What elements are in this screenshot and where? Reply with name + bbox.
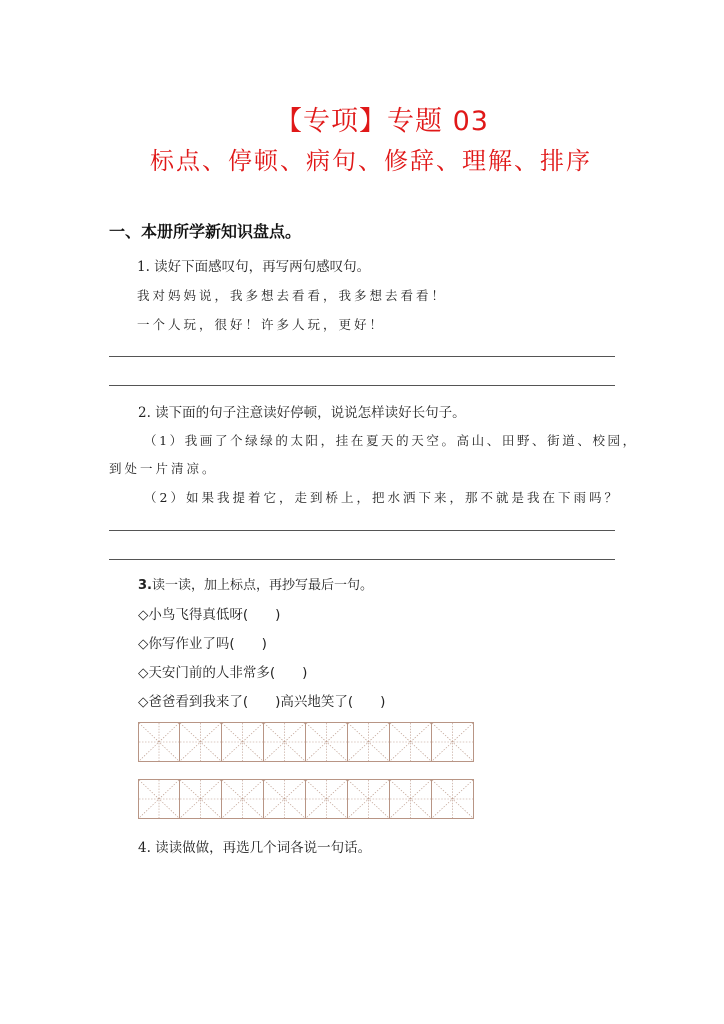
grid-guide-lines (432, 780, 473, 818)
writing-grid-cell[interactable] (390, 722, 432, 762)
question-3-item[interactable]: ◇小鸟飞得真低呀( ) (138, 607, 281, 623)
question-4-prompt: 4. 读读做做，再选几个词各说一句话。 (138, 840, 372, 856)
writing-grid-cell[interactable] (264, 722, 306, 762)
section-heading: 一、本册所学新知识盘点。 (109, 222, 302, 241)
grid-guide-lines (348, 780, 389, 818)
question-1-example-2: 一个人玩，很好！许多人玩，更好！ (137, 317, 386, 332)
answer-line[interactable] (109, 559, 615, 560)
grid-guide-lines (348, 723, 389, 761)
grid-guide-lines (264, 723, 305, 761)
writing-grid-cell[interactable] (138, 722, 180, 762)
grid-guide-lines (139, 780, 179, 818)
writing-grid-cell[interactable] (180, 722, 222, 762)
writing-grid-cell[interactable] (138, 779, 180, 819)
grid-guide-lines (306, 723, 347, 761)
question-2-sentence-1-cont: 到处一片清凉。 (109, 461, 218, 476)
page-title: 【专项】专题 03 (275, 106, 489, 137)
answer-line[interactable] (109, 356, 615, 357)
writing-grid-row-1 (138, 722, 474, 762)
writing-grid-cell[interactable] (264, 779, 306, 819)
grid-guide-lines (222, 780, 263, 818)
question-2-prompt: 2. 读下面的句子注意读好停顿，说说怎样读好长句子。 (138, 405, 466, 421)
grid-guide-lines (139, 723, 179, 761)
question-2-sentence-2: （2）如果我提着它，走到桥上，把水洒下来，那不就是我在下雨吗？ (144, 490, 620, 505)
writing-grid-row-2 (138, 779, 474, 819)
writing-grid-cell[interactable] (432, 722, 474, 762)
question-1-prompt: 1. 读好下面感叹句，再写两句感叹句。 (137, 259, 371, 275)
writing-grid-cell[interactable] (348, 722, 390, 762)
grid-guide-lines (222, 723, 263, 761)
question-3-text: 读一读，加上标点，再抄写最后一句。 (151, 578, 373, 593)
grid-guide-lines (390, 723, 431, 761)
writing-grid-cell[interactable] (348, 779, 390, 819)
grid-guide-lines (306, 780, 347, 818)
answer-line[interactable] (109, 385, 615, 386)
grid-guide-lines (432, 723, 473, 761)
question-3-number: 3. (138, 578, 152, 593)
grid-guide-lines (264, 780, 305, 818)
question-3-item[interactable]: ◇天安门前的人非常多( ) (138, 665, 308, 681)
question-3-item[interactable]: ◇你写作业了吗( ) (138, 636, 267, 652)
page-subtitle: 标点、停顿、病句、修辞、理解、排序 (150, 147, 592, 175)
question-2-sentence-1: （1）我画了个绿绿的太阳，挂在夏天的天空。高山、田野、街道、校园， (144, 433, 638, 448)
writing-grid-cell[interactable] (390, 779, 432, 819)
grid-guide-lines (390, 780, 431, 818)
question-3-prompt (138, 574, 373, 593)
grid-guide-lines (180, 780, 221, 818)
writing-grid-cell[interactable] (432, 779, 474, 819)
writing-grid-cell[interactable] (306, 779, 348, 819)
grid-guide-lines (180, 723, 221, 761)
writing-grid-cell[interactable] (222, 722, 264, 762)
writing-grid-cell[interactable] (306, 722, 348, 762)
writing-grid-cell[interactable] (222, 779, 264, 819)
question-3-item[interactable]: ◇爸爸看到我来了( )高兴地笑了( ) (138, 694, 386, 710)
question-1-example-1: 我对妈妈说，我多想去看看，我多想去看看！ (137, 288, 448, 303)
writing-grid-cell[interactable] (180, 779, 222, 819)
answer-line[interactable] (109, 530, 615, 531)
